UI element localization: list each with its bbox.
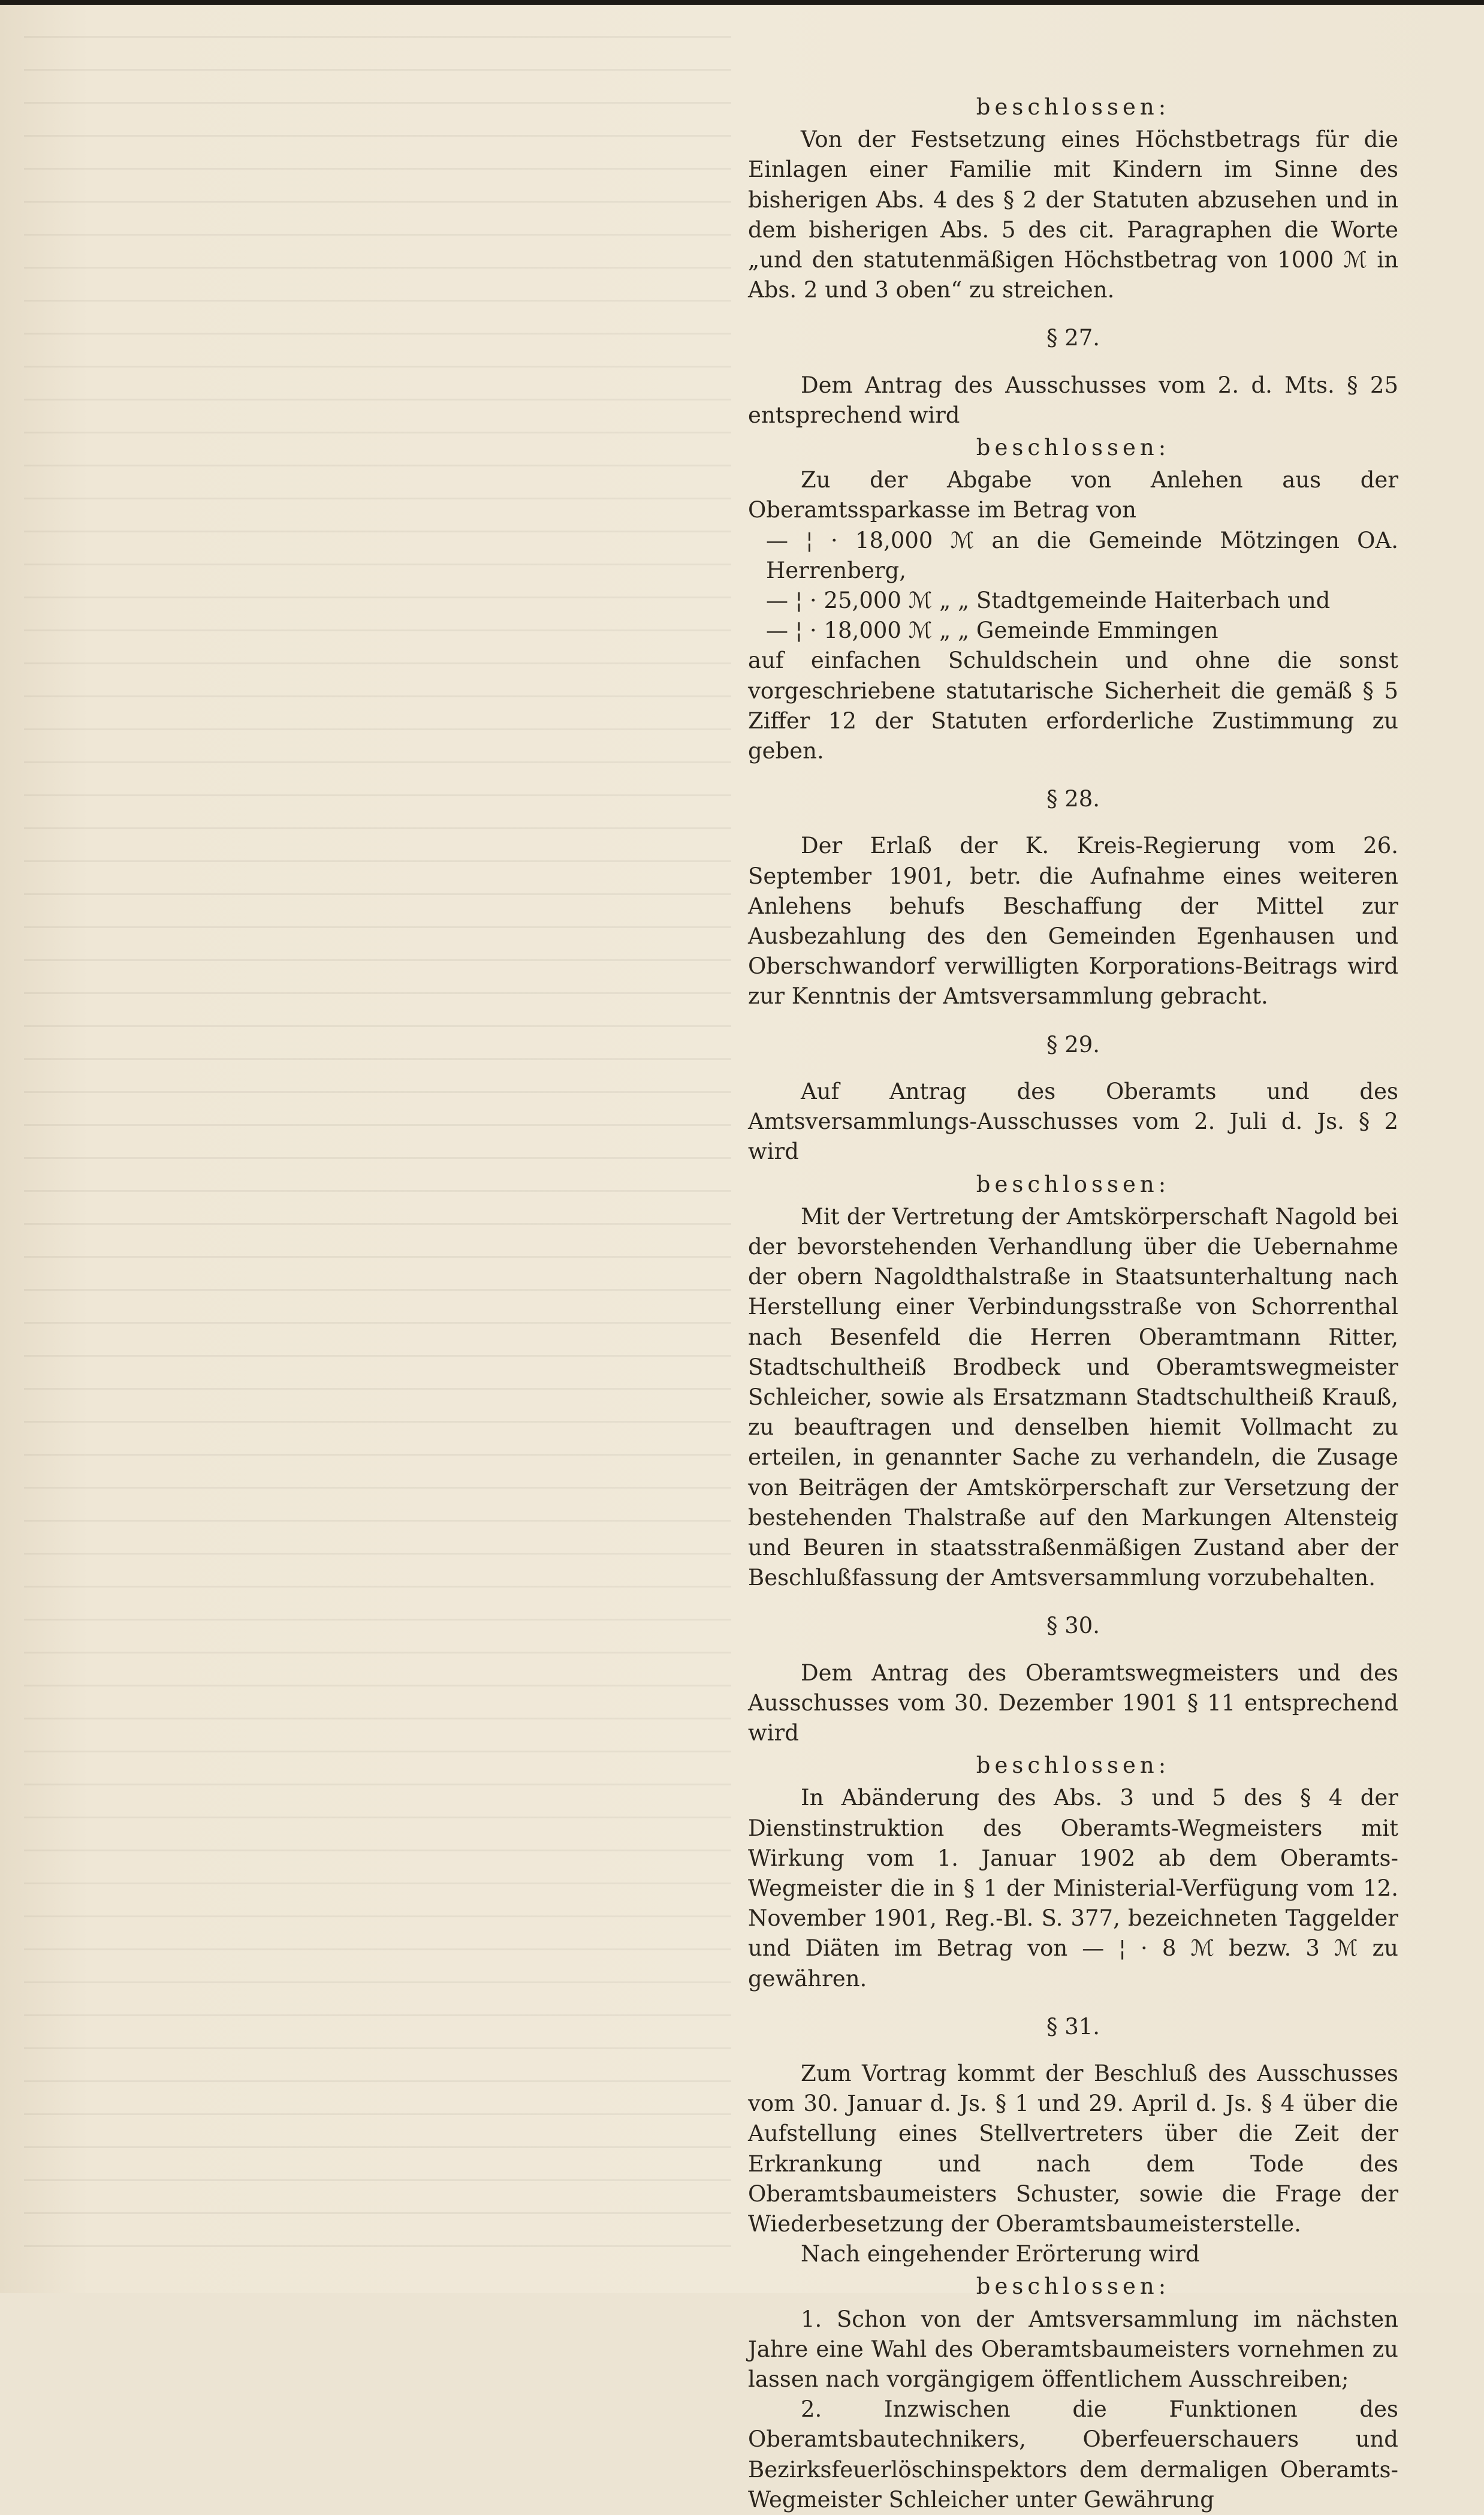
section-number: § 30. — [1046, 1613, 1100, 1639]
section-number: § 29. — [1046, 1031, 1100, 1058]
paragraph: Zum Vortrag kommt der Beschluß des Ausschusses vom 30. Januar d. Js. § 1 und 29. April d. Js. § 4 über die Aufstellung eines Stellvertreters über die Zeit der Erkrankung und nach dem Tode des Oberamtsbaumeisters Schuster, sowie die Frage der Wiederbesetzung der Oberamtsbaumeisterstelle. — [748, 2060, 1398, 2237]
paragraph: 1. Schon von der Amtsversammlung im nächsten Jahre eine Wahl des Oberamtsbaumeisters vornehmen zu lassen nach vorgängigem öffentlichem Ausschreiben; — [748, 2306, 1398, 2393]
paragraph: Dem Antrag des Oberamtswegmeisters und des Ausschusses vom 30. Dezember 1901 § 11 entsprechend wird — [748, 1659, 1398, 1746]
list-line: — ¦ · 18,000 ℳ „ „ Gemeinde Emmingen — [766, 618, 1218, 644]
section-number: § 28. — [1046, 786, 1100, 812]
paragraph: 2. Inzwischen die Funktionen des Oberamtsbautechnikers, Oberfeuerschauers und Bezirksfeuerlöschinspektors dem dermaligen Oberamts-Wegmeister Schleicher unter Gewährung — [748, 2396, 1398, 2513]
paragraph: Auf Antrag des Oberamts und des Amtsversammlungs-Ausschusses vom 2. Juli d. Js. § 2 wird — [748, 1078, 1398, 1165]
paragraph: Dem Antrag des Ausschusses vom 2. d. Mts. § 25 entsprechend wird — [748, 372, 1398, 428]
resolution-heading: beschlossen: — [976, 435, 1171, 461]
resolution-heading: beschlossen: — [976, 94, 1171, 120]
paragraph: Mit der Vertretung der Amtskörperschaft Nagold bei der bevorstehenden Verhandlung über die Uebernahme der obern Nagoldthalstraße in Staatsunterhaltung nach Herstellung einer Verbindungsstraße von Schorrenthal nach Besenfeld die Herren Oberamtmann Ritter, Stadtschultheiß Brodbeck und Oberamtswegmeister Schleicher, sowie als Ersatzmann Stadtschultheiß Krauß, zu beauftragen und denselben hiemit Vollmacht zu erteilen, in genannter Sache zu verhandeln, die Zusage von Beiträgen der Amtskörperschaft zur Versetzung der bestehenden Thalstraße auf den Markungen Altensteig und Beuren in staatsstraßenmäßigen Zustand aber der Beschlußfassung der Amtsversammlung vorzubehalten. — [748, 1203, 1398, 1591]
paragraph: Nach eingehender Erörterung wird — [801, 2241, 1200, 2267]
list-line: — ¦ · 25,000 ℳ „ „ Stadtgemeinde Haiterbach und — [766, 588, 1331, 614]
paragraph: Zu der Abgabe von Anlehen aus der Oberamtssparkasse im Betrag von — [748, 467, 1398, 523]
paragraph: Von der Festsetzung eines Höchstbetrags für die Einlagen einer Familie mit Kindern im Sinne des bisherigen Abs. 4 des § 2 der Statuten abzusehen und in dem bisherigen Abs. 5 des cit. Paragraphen die Worte „und den statutenmäßigen Höchstbetrag von 1000 ℳ in Abs. 2 und 3 oben“ zu streichen. — [748, 126, 1398, 303]
text-column — [748, 90, 1398, 2515]
resolution-heading: beschlossen: — [976, 2273, 1171, 2300]
section-number: § 27. — [1046, 325, 1100, 351]
paragraph: auf einfachen Schuldschein und ohne die sonst vorgeschriebene statutarische Sicherheit die gemäß § 5 Ziffer 12 der Statuten erforderliche Zustimmung zu geben. — [748, 647, 1398, 764]
scan-edge — [0, 0, 1484, 5]
paragraph: In Abänderung des Abs. 3 und 5 des § 4 der Dienstinstruktion des Oberamts-Wegmeisters mit Wirkung vom 1. Januar 1902 ab dem Oberamts-Wegmeister die in § 1 der Ministerial-Verfügung vom 12. November 1901, Reg.-Bl. S. 377, bezeichneten Taggelder und Diäten im Betrag von — ¦ · 8 ℳ bezw. 3 ℳ zu gewähren. — [748, 1785, 1398, 1992]
paragraph: Der Erlaß der K. Kreis-Regierung vom 26. September 1901, betr. die Aufnahme eines weiteren Anlehens behufs Beschaffung der Mittel zur Ausbezahlung des den Gemeinden Egenhausen und Oberschwandorf verwilligten Korporations-Beitrags wird zur Kenntnis der Amtsversammlung gebracht. — [748, 833, 1398, 1010]
section-number: § 31. — [1046, 2013, 1100, 2040]
resolution-heading: beschlossen: — [976, 1752, 1171, 1779]
show-through-text — [24, 36, 731, 2254]
resolution-heading: beschlossen: — [976, 1171, 1171, 1197]
list-line: — ¦ · 18,000 ℳ an die Gemeinde Mötzingen OA. Herrenberg, — [766, 527, 1398, 583]
